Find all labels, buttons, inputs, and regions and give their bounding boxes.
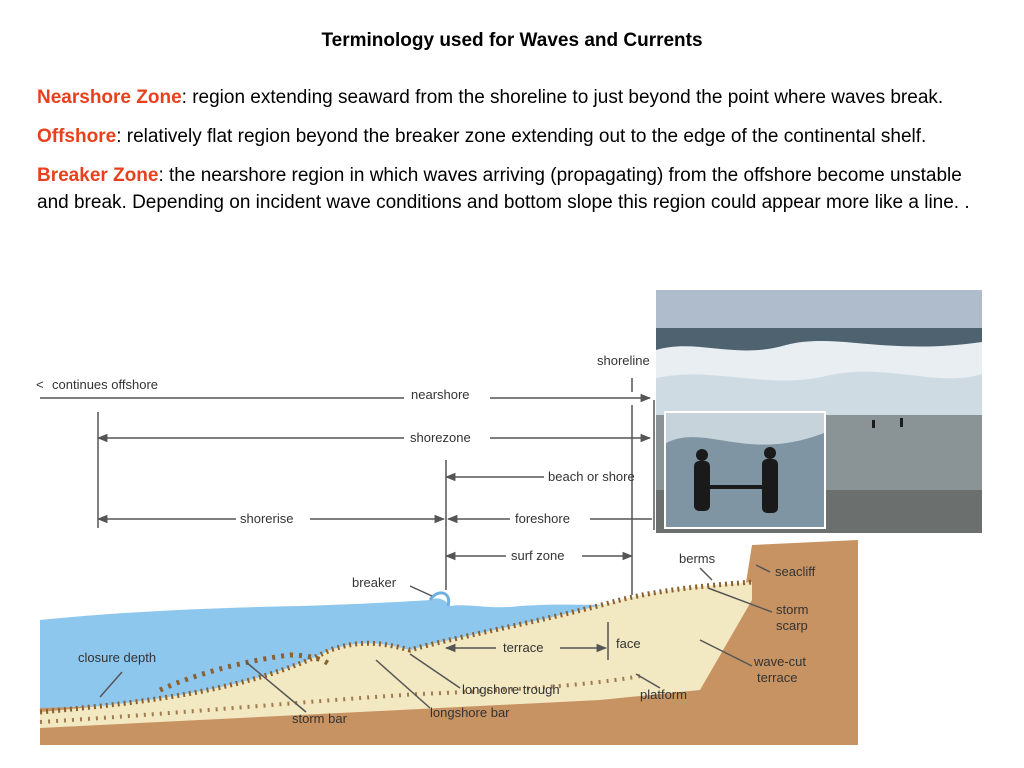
label-face: face [616, 636, 641, 651]
label-scarp: scarp [776, 618, 808, 633]
leader-breaker [410, 586, 432, 596]
label-surf-zone: surf zone [511, 548, 565, 563]
label-beach-or-shore: beach or shore [548, 469, 635, 484]
term-nearshore: Nearshore Zone [37, 87, 182, 108]
inset-surfer-1-body [694, 461, 710, 511]
label-storm: storm [776, 602, 809, 617]
definition-offshore [37, 123, 987, 150]
photo-distant-surfer-2 [900, 418, 903, 427]
label-seacliff: seacliff [775, 564, 816, 579]
photo-distant-surfer-1 [872, 420, 875, 428]
inset-wave [666, 433, 824, 527]
label-foreshore: foreshore [515, 511, 570, 526]
label-platform: platform [640, 687, 687, 702]
inset-equipment [710, 485, 766, 489]
term-breaker-zone: Breaker Zone [37, 165, 159, 186]
label-continues-offshore-arrow: < [36, 377, 44, 392]
definition-nearshore-text: : region extending seaward from the shoreline to just beyond the point where waves break. [181, 87, 944, 108]
label-shoreline: shoreline [597, 353, 650, 368]
label-continues-offshore: continues offshore [52, 377, 158, 392]
surfers-photo [664, 411, 826, 529]
label-berms: berms [679, 551, 716, 566]
definition-offshore-text: : relatively flat region beyond the breaker zone extending out to the edge of the continental shelf. [116, 126, 927, 147]
photo-sky [656, 290, 982, 330]
label-closure-depth: closure depth [78, 650, 157, 665]
definition-breaker-zone [37, 162, 987, 216]
definitions [37, 84, 987, 228]
label-storm-bar: storm bar [292, 711, 347, 726]
leader-berms [700, 568, 712, 580]
label-breaker: breaker [352, 575, 397, 590]
term-offshore: Offshore [37, 126, 117, 147]
label-wave-cut: wave-cut [754, 654, 807, 669]
label-shorezone: shorezone [410, 430, 471, 445]
label-wave-cut-terrace: terrace [757, 670, 798, 685]
slide-title: Terminology used for Waves and Currents [321, 30, 703, 51]
inset-surfer-1-head [696, 449, 708, 461]
definition-nearshore [37, 84, 987, 111]
label-longshore-bar: longshore bar [430, 705, 510, 720]
definition-breaker-zone-text: : the nearshore region in which waves arriving (propagating) from the offshore become unstable and break. Depending on incident wave conditions and bottom slope this region could appear more like a line. . [37, 165, 970, 213]
label-shorerise: shorerise [240, 511, 294, 526]
label-longshore-trough: longshore trough [462, 682, 560, 697]
label-terrace: terrace [503, 640, 544, 655]
inset-surfer-2-head [764, 447, 776, 459]
label-nearshore: nearshore [411, 387, 470, 402]
